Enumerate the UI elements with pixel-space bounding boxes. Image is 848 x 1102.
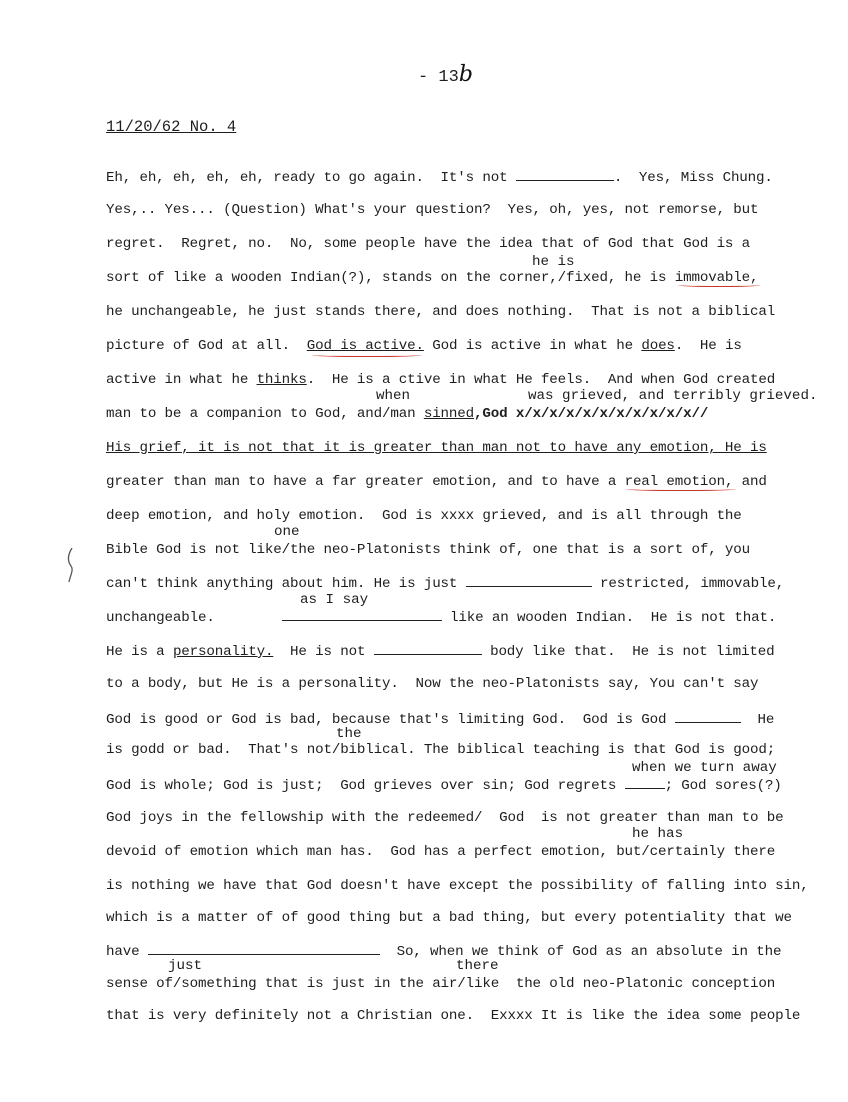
text-line: man to be a companion to God, and/man sinned,God x/x/x/x/x/x/x/x/x/x/x//: [106, 406, 709, 422]
red-underline: [312, 352, 422, 357]
text-line: that is very definitely not a Christian one. Exxxx It is like the idea some people: [106, 1008, 801, 1024]
text-line: to a body, but He is a personality. Now the neo-Platonists say, You can't say: [106, 676, 759, 692]
text-line: regret. Regret, no. No, some people have the idea that of God that God is a: [106, 236, 751, 252]
text-line: is godd or bad. That's not/biblical. The biblical teaching is that God is good;: [106, 742, 776, 758]
text-line: which is a matter of of good thing but a bad thing, but every potentiality that we: [106, 910, 792, 926]
text-line: have So, when we think of God as an absolute in the: [106, 944, 782, 960]
text-line: is nothing we have that God doesn't have except the possibility of falling into sin,: [106, 878, 809, 894]
text-line: devoid of emotion which man has. God has a perfect emotion, but/certainly there: [106, 844, 776, 860]
text-line: God is whole; God is just; God grieves over sin; God regrets ; God sores(?): [106, 778, 782, 794]
inserted-text: just: [168, 958, 203, 974]
inserted-text: one: [274, 524, 300, 540]
text-line: He is a personality. He is not body like that. He is not limited: [106, 644, 775, 660]
text-line: sort of like a wooden Indian(?), stands on the corner,/fixed, he is immovable,: [106, 270, 759, 286]
text-line: deep emotion, and holy emotion. God is xxxx grieved, and is all through the: [106, 508, 742, 524]
text-line: His grief, it is not that it is greater than man not to have any emotion, He is: [106, 440, 767, 456]
text-line: unchangeable. like an wooden Indian. He is not that.: [106, 610, 777, 626]
document-header: 11/20/62 No. 4: [106, 118, 237, 136]
text-line: greater than man to have a far greater emotion, and to have a real emotion, and: [106, 474, 767, 490]
text-line: Bible God is not like/the neo-Platonists think of, one that is a sort of, you: [106, 542, 751, 558]
inserted-text: he has: [632, 826, 684, 842]
text-line: picture of God at all. God is active. God is active in what he does. He is: [106, 338, 742, 354]
inserted-text: was grieved, and terribly grieved.: [528, 388, 818, 404]
inserted-text: as I say: [300, 592, 369, 608]
text-line: can't think anything about him. He is just restricted, immovable,: [106, 576, 785, 592]
inserted-text: when: [376, 388, 411, 404]
page-number: - 13b: [418, 62, 473, 87]
text-line: active in what he thinks. He is a ctive in what He feels. And when God created: [106, 372, 776, 388]
page-number-handwritten: b: [458, 62, 473, 87]
text-line: Yes,.. Yes... (Question) What's your question? Yes, oh, yes, not remorse, but: [106, 202, 759, 218]
text-line: God is good or God is bad, because that's limiting God. God is God He: [106, 712, 775, 728]
inserted-text: there: [456, 958, 499, 974]
red-underline: [678, 282, 760, 287]
text-line: he unchangeable, he just stands there, and does nothing. That is not a biblical: [106, 304, 776, 320]
text-line: sense of/something that is just in the air/like the old neo-Platonic conception: [106, 976, 776, 992]
inserted-text: when we turn away: [632, 760, 777, 776]
margin-mark: [66, 548, 76, 582]
inserted-text: the: [336, 726, 362, 742]
text-line: Eh, eh, eh, eh, eh, ready to go again. It's not . Yes, Miss Chung.: [106, 170, 773, 186]
inserted-text: he is: [532, 254, 575, 270]
text-line: God joys in the fellowship with the redeemed/ God is not greater than man to be: [106, 810, 784, 826]
red-underline: [626, 486, 736, 491]
